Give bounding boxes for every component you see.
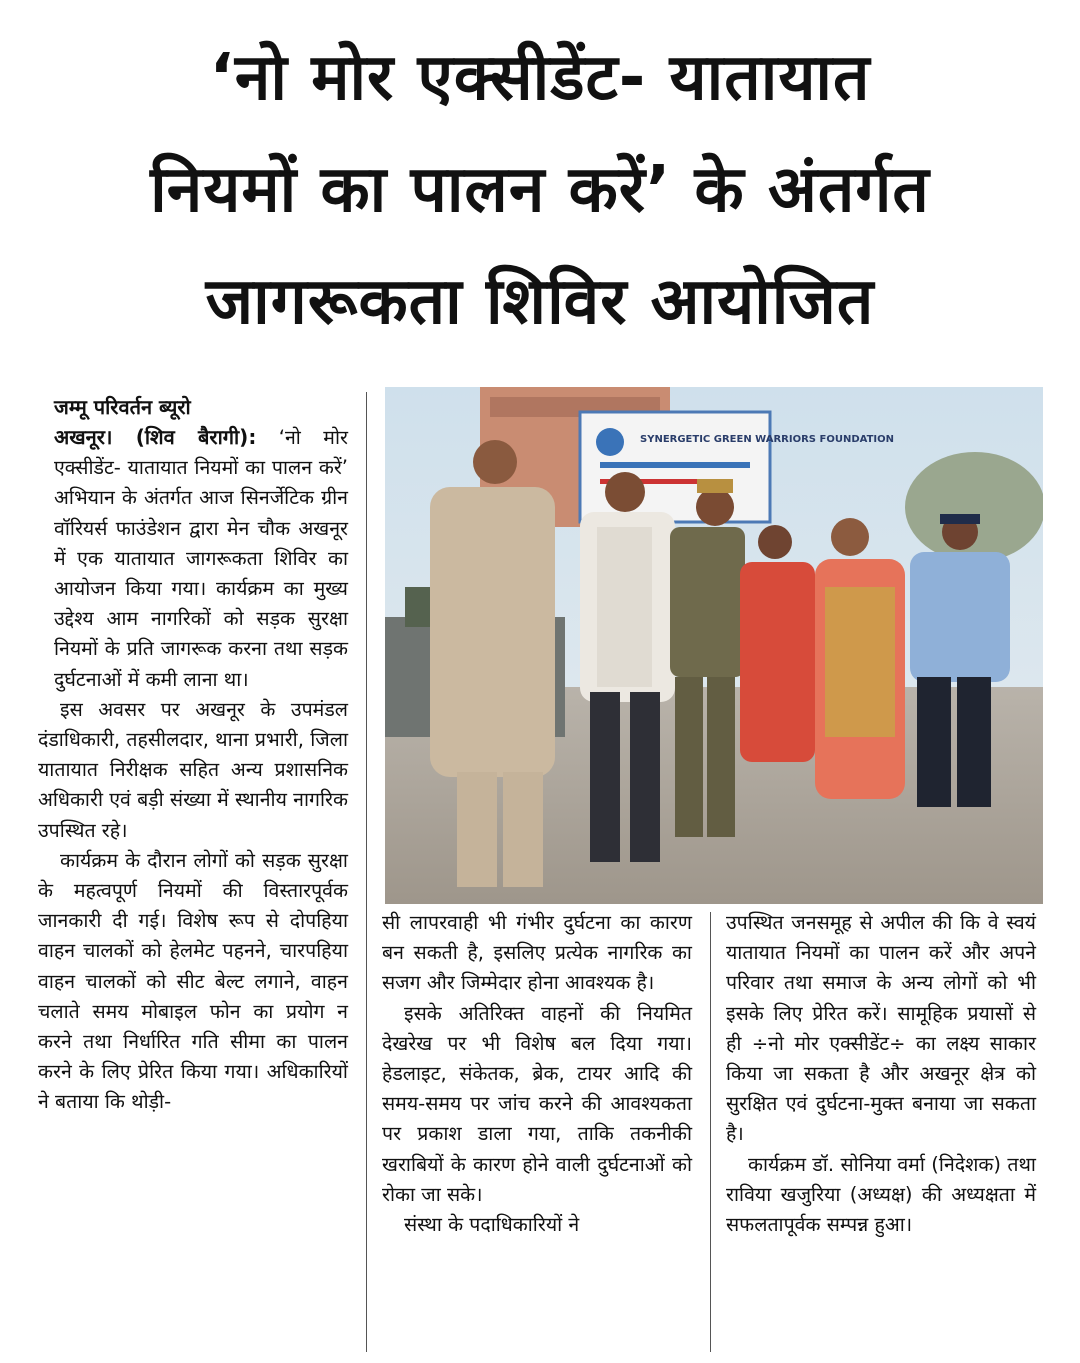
paragraph: सी लापरवाही भी गंभीर दुर्घटना का कारण बन सकती है, इसलिए प्रत्येक नागरिक का सजग और जिम्मेदार होना आवश्यक है।	[382, 911, 692, 995]
headline-line-3: जागरूकता शिविर आयोजित	[205, 265, 875, 339]
lead-text: ‘नो मोर एक्सीडेंट- यातायात नियमों का पालन करें’ अभियान के अंतर्गत आज सिनर्जेटिक ग्रीन वॉरियर्स फाउंडेशन द्वारा मेन चौक अखनूर में एक यातायात जागरूकता शिविर का आयोजन किया गया। कार्यक्रम का मुख्य उद्देश्य आम नागरिकों को सड़क सुरक्षा नियमों के प्रति जागरूक करना तथा सड़क दुर्घटनाओं में कमी लाना था।	[54, 426, 348, 691]
bureau-line: जम्मू परिवर्तन ब्यूरो	[54, 395, 191, 419]
paragraph: कार्यक्रम डॉ. सोनिया वर्मा (निदेशक) तथा राविया खजुरिया (अध्यक्ष) की अध्यक्षता में सफलतापूर्वक सम्पन्न हुआ।	[726, 1152, 1036, 1237]
article-column-3	[726, 908, 1036, 1240]
person-figure	[815, 518, 905, 799]
headline-line-2: नियमों का पालन करें’ के अंतर्गत	[150, 153, 930, 227]
paragraph	[38, 422, 348, 695]
paragraph: इसके अतिरिक्त वाहनों की नियमित देखरेख पर भी विशेष बल दिया गया। हेडलाइट, संकेतक, ब्रेक, टायर आदि की समय-समय पर जांच करने की आवश्यकता पर प्रकाश डाला गया, ताकि तकनीकी खराबियों के कारण होने वाली दुर्घटनाओं को रोका जा सके।	[382, 1001, 692, 1206]
paragraph: उपस्थित जनसमूह से अपील की कि वे स्वयं यातायात नियमों का पालन करें और अपने परिवार तथा समाज के अन्य लोगों को भी इसके लिए प्रेरित करें। सामूहिक प्रयासों से ही ÷नो मोर एक्सीडेंट÷ का लक्ष्य साकार किया जा सकता है और अखनूर क्षेत्र को सुरक्षित एवं दुर्घटना-मुक्त बनाया जा सकता है।	[726, 911, 1036, 1146]
paragraph: संस्था के पदाधिकारियों ने	[404, 1213, 580, 1237]
column-divider	[710, 912, 711, 1352]
banner-text: SYNERGETIC GREEN WARRIORS FOUNDATION	[640, 434, 894, 445]
headline-line-1: ‘नो मोर एक्सीडेंट- यातायात	[209, 41, 871, 115]
column-divider	[366, 392, 367, 1352]
headline	[0, 22, 1080, 358]
dateline: अखनूर। (शिव बैरागी):	[54, 425, 257, 449]
article-column-2	[382, 908, 692, 1240]
news-photo	[385, 387, 1043, 904]
person-figure	[670, 479, 745, 837]
paragraph: इस अवसर पर अखनूर के उपमंडल दंडाधिकारी, तहसीलदार, थाना प्रभारी, जिला यातायात निरीक्षक सहित अन्य प्रशासनिक अधिकारी एवं बड़ी संख्या में स्थानीय नागरिक उपस्थित रहे।	[38, 697, 348, 842]
paragraph: कार्यक्रम के दौरान लोगों को सड़क सुरक्षा के महत्वपूर्ण नियमों की विस्तारपूर्वक जानकारी दी गई। विशेष रूप से दोपहिया वाहन चालकों को हेलमेट पहनने, चारपहिया वाहन चालकों को सीट बेल्ट लगाने, वाहन चलाते समय मोबाइल फोन का प्रयोग न करने तथा निर्धारित गति सीमा का पालन करने के लिए प्रेरित किया गया। अधिकारियों ने बताया कि थोड़ी-	[38, 848, 348, 1114]
article-column-1	[38, 392, 348, 1118]
